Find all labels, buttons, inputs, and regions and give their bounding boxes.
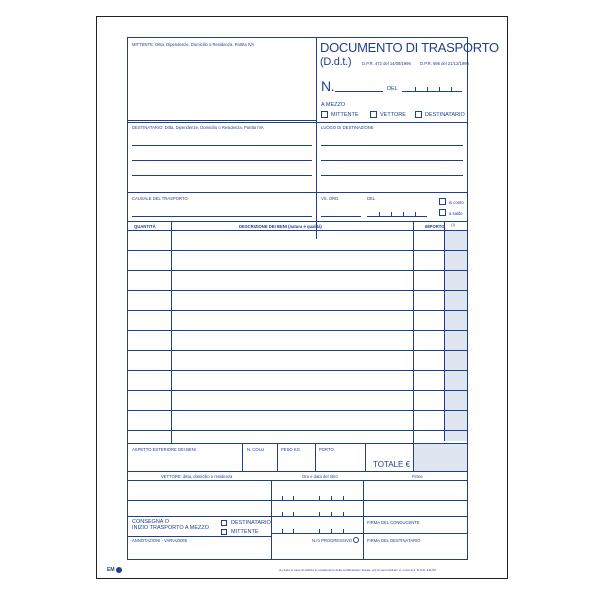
a-saldo-checkbox[interactable]	[439, 209, 446, 216]
summary-divider	[277, 443, 278, 471]
a-saldo-label: a saldo	[449, 211, 463, 216]
destinatario-line-3[interactable]	[132, 175, 312, 176]
luogo-line-1[interactable]	[321, 145, 463, 146]
firme-label: Firme	[412, 474, 423, 479]
table-row[interactable]	[127, 330, 468, 331]
destinatario-label: DESTINATARIO: Ditta, Dipendenze, Domicilio o Residenza, Partita IVA	[132, 125, 264, 130]
date-tick	[391, 212, 392, 216]
consegna-mittente-label: MITTENTE	[231, 529, 259, 535]
row-divider	[127, 192, 468, 193]
date-tick	[319, 496, 320, 500]
descrizione-header: DESCRIZIONE DEI BENI (natura e qualità)	[239, 224, 322, 229]
number-label: N.	[321, 78, 335, 94]
date-field[interactable]	[402, 91, 462, 92]
causale-label: CAUSALE DEL TRASPORTO	[132, 196, 188, 201]
frame-right	[467, 37, 468, 560]
vettore-label: VETTORE: ditta, domicilio o residenza	[161, 474, 233, 479]
decree-2: D.P.R. 696 del 21/12/1996	[420, 61, 469, 66]
date-tick	[331, 529, 332, 533]
date-tick	[343, 512, 344, 516]
totale-box[interactable]	[413, 443, 468, 472]
vs-ord-label: VS. ORD.	[321, 196, 340, 201]
date-tick	[451, 87, 452, 91]
table-row[interactable]	[127, 350, 468, 351]
consegna-label-2: INIZIO TRASPORTO A MEZZO	[132, 525, 210, 531]
vs-ord-line[interactable]	[321, 216, 361, 217]
summary-divider	[242, 443, 243, 471]
consegna-label-1: CONSEGNA O	[132, 519, 169, 525]
time-tick	[282, 512, 283, 516]
table-col-divider	[413, 221, 414, 471]
date-tick	[343, 496, 344, 500]
aspetto-label: ASPETTO ESTERIORE DEI BENI	[132, 447, 196, 452]
carrier-top	[127, 471, 468, 472]
annotazioni-line	[127, 536, 272, 537]
carrier-header-line	[127, 480, 468, 481]
document-abbr: (D.d.t.)	[320, 56, 352, 68]
date-tick	[319, 529, 320, 533]
date-tick	[331, 496, 332, 500]
in-conto-label: in conto	[449, 200, 464, 205]
luogo-line-3[interactable]	[321, 175, 463, 176]
date-tick	[379, 212, 380, 216]
frame-bottom	[127, 559, 468, 560]
time-tick	[293, 496, 294, 500]
importo-note: (1)	[451, 223, 456, 227]
peso-label: PESO KG.	[281, 447, 302, 452]
consegna-destinatario-label: DESTINATARIO	[231, 520, 271, 526]
table-row[interactable]	[127, 370, 468, 371]
mittente-option-label: MITTENTE	[331, 112, 359, 118]
time-tick	[282, 529, 283, 533]
destinatario-line-1[interactable]	[132, 145, 312, 146]
carrier-divider	[363, 480, 364, 560]
frame-top	[127, 37, 468, 38]
table-row[interactable]	[127, 430, 468, 431]
row-divider	[127, 122, 468, 123]
logo-icon	[116, 567, 122, 573]
causale-line[interactable]	[132, 216, 312, 217]
carrier-row-line[interactable]	[127, 500, 468, 501]
table-row[interactable]	[127, 250, 468, 251]
luogo-label: LUOGO DI DESTINAZIONE	[321, 125, 374, 130]
annotazioni-label: ANNOTAZIONI - VARIAZIONI	[132, 538, 188, 543]
date-tick	[415, 212, 416, 216]
date-tick	[331, 512, 332, 516]
date-tick	[415, 87, 416, 91]
in-conto-checkbox[interactable]	[439, 198, 446, 205]
luogo-line-2[interactable]	[321, 160, 463, 161]
table-row[interactable]	[127, 410, 468, 411]
mittente-label: MITTENTE: Ditta, Dipendenze, Domicilio o Residenza, Partita IVA	[132, 42, 255, 47]
date-tick	[403, 212, 404, 216]
progressivo-circle-icon	[353, 537, 359, 543]
mittente-checkbox[interactable]	[321, 111, 328, 118]
ora-data-label: Ora e data del ritiro	[302, 474, 338, 479]
date-tick	[427, 87, 428, 91]
vs-ord-del-label: DEL	[367, 196, 376, 201]
destinatario-option-label: DESTINATARIO	[425, 112, 465, 118]
carrier-row-line[interactable]	[271, 533, 468, 534]
vettore-checkbox[interactable]	[370, 111, 377, 118]
footer-note: (1) Solo in caso di utilizzo in sostituzione della certificazione fiscale. (2) Ai sensi dell'art. 2, comma 2, D.P.R. 441/97.	[279, 568, 437, 572]
date-tick	[343, 529, 344, 533]
vs-ord-date-line[interactable]	[367, 216, 427, 217]
table-row[interactable]	[127, 310, 468, 311]
consegna-destinatario-checkbox[interactable]	[221, 520, 227, 526]
document-sheet	[96, 16, 508, 579]
porto-label: PORTO	[319, 447, 334, 452]
time-tick	[293, 512, 294, 516]
summary-divider	[315, 443, 316, 471]
quantita-header: QUANTITÀ	[134, 224, 156, 229]
table-row[interactable]	[127, 290, 468, 291]
header-divider	[316, 37, 317, 239]
logo-text: EM	[107, 567, 115, 573]
date-tick	[439, 87, 440, 91]
time-tick	[293, 529, 294, 533]
document-title: DOCUMENTO DI TRASPORTO	[320, 40, 499, 55]
importo-header: IMPORTO	[425, 224, 445, 229]
carrier-row-line[interactable]	[127, 516, 468, 517]
table-row[interactable]	[127, 270, 468, 271]
frame-left	[127, 37, 128, 560]
totale-label: TOTALE €	[373, 460, 411, 469]
table-header-line	[127, 230, 468, 231]
firma-conducente-label: FIRMA DEL CONDUCENTE	[367, 520, 420, 525]
table-top	[127, 221, 468, 222]
firma-destinatario-label: FIRMA DEL DESTINATARIO	[367, 538, 421, 543]
vettore-option-label: VETTORE	[380, 112, 406, 118]
destinatario-line-2[interactable]	[132, 160, 312, 161]
summary-divider	[365, 443, 366, 471]
n-colli-label: N. COLLI	[247, 447, 265, 452]
table-row[interactable]	[127, 390, 468, 391]
del-label: DEL	[387, 86, 398, 92]
consegna-mittente-checkbox[interactable]	[221, 529, 227, 535]
carrier-divider	[271, 480, 272, 560]
date-tick	[319, 512, 320, 516]
a-mezzo-label: A MEZZO	[321, 102, 346, 108]
progressivo-label: N.ro PROGRESSIVO	[312, 538, 353, 543]
time-tick	[282, 496, 283, 500]
decree-1: D.P.R. 472 del 14/08/1996	[362, 61, 411, 66]
mittente-bottom-line	[127, 120, 317, 121]
number-field[interactable]	[335, 91, 383, 92]
table-col-divider	[444, 221, 445, 441]
destinatario-checkbox[interactable]	[415, 111, 422, 118]
